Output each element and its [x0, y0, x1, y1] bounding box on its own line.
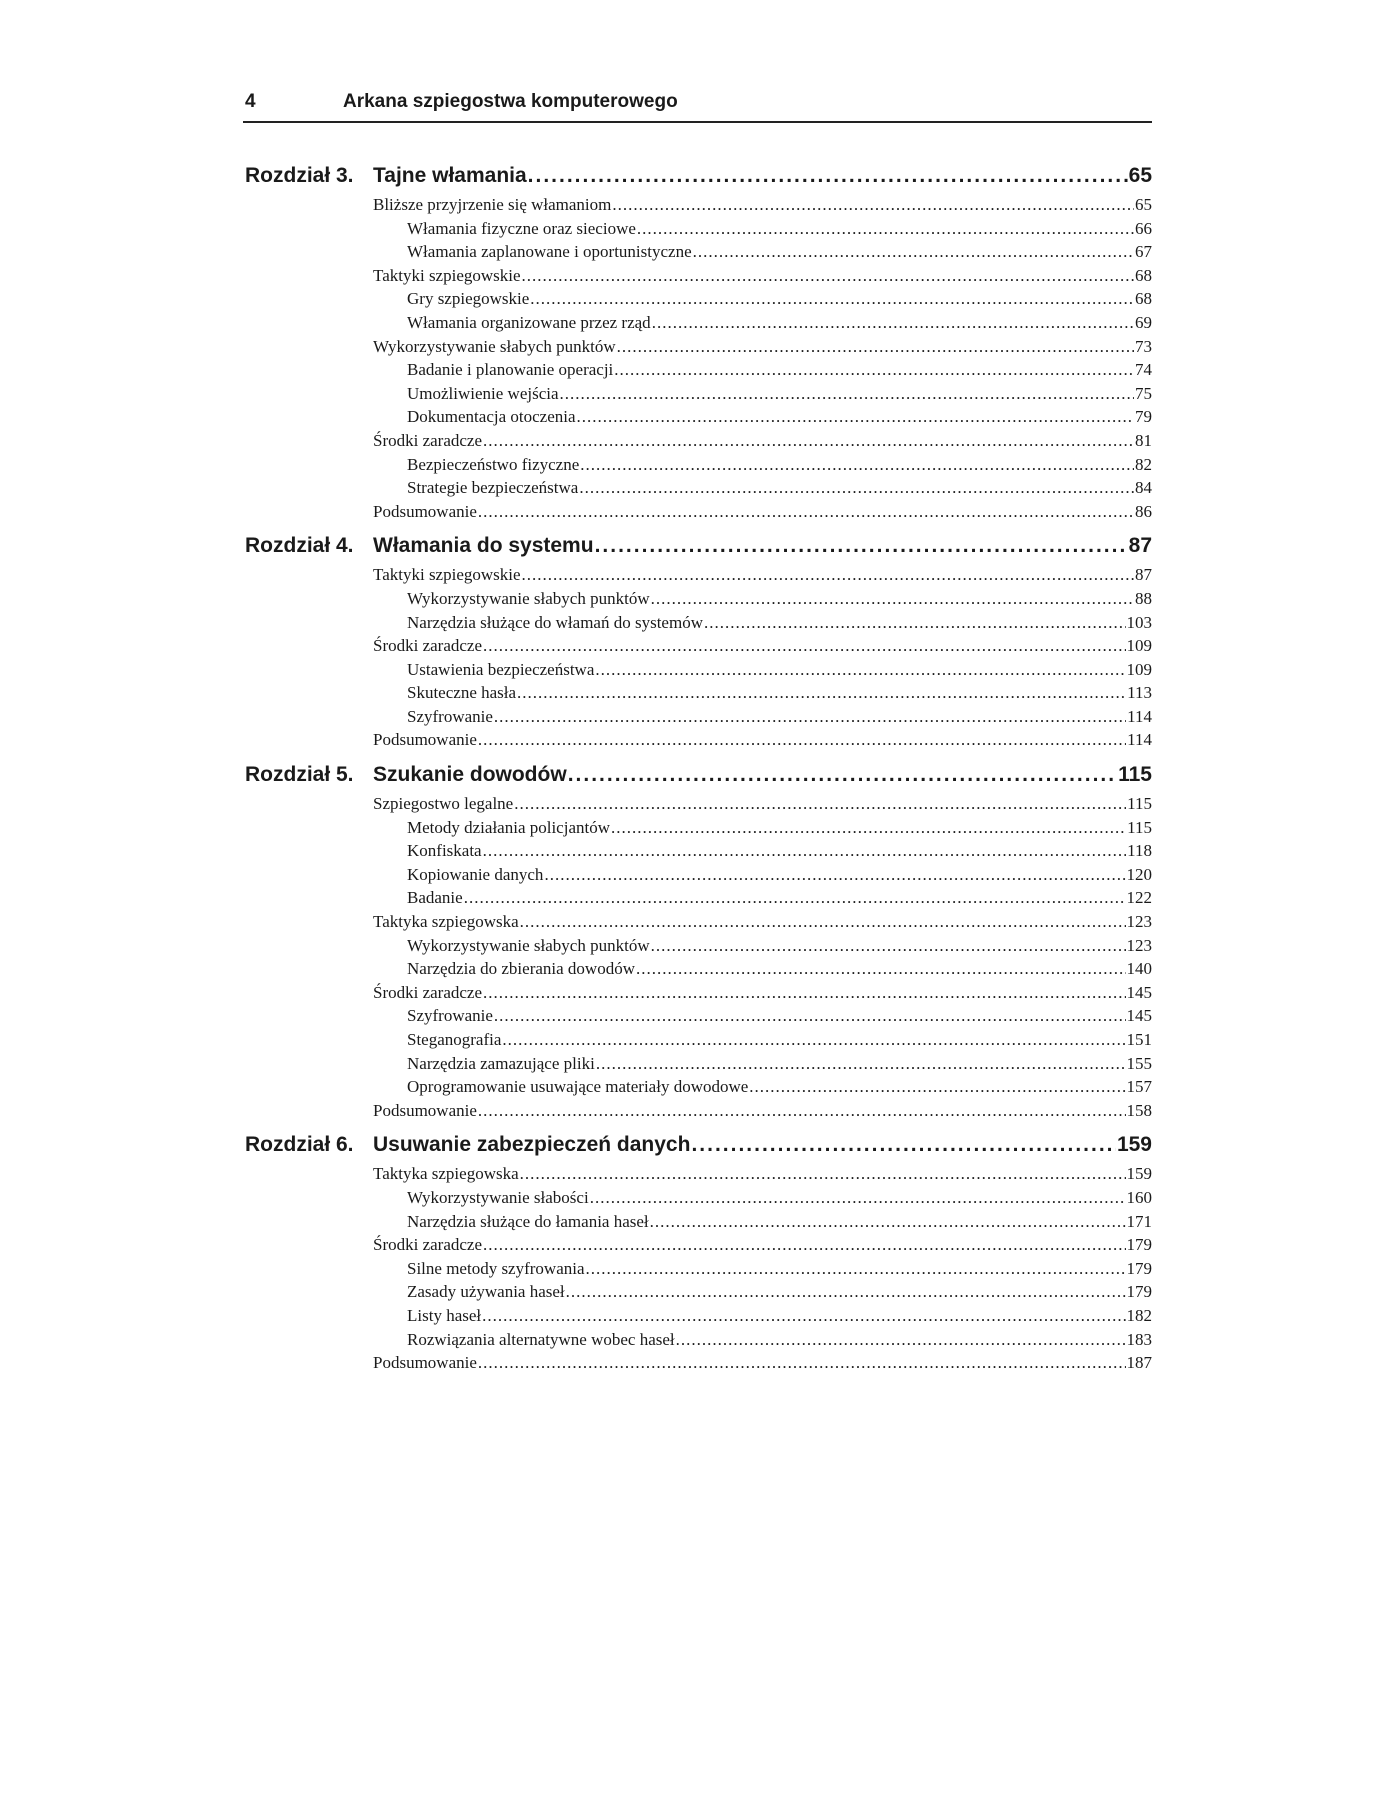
- entry-title: Wykorzystywanie słabych punktów: [407, 588, 650, 608]
- entry-title: Narzędzia do zbierania dowodów: [407, 959, 635, 979]
- entry-title: Środki zaradcze: [373, 982, 483, 1002]
- dot-leader: [637, 217, 1134, 241]
- toc-section-entry: [373, 728, 1152, 752]
- dot-leader: [514, 792, 1126, 816]
- toc-subsection-entry: [407, 681, 1152, 705]
- toc-section-entry: [373, 264, 1152, 288]
- entry-title: Rozwiązania alternatywne wobec haseł: [407, 1329, 675, 1349]
- entry-page-number: 74: [1135, 360, 1152, 380]
- toc-subsection-entry: [407, 405, 1152, 429]
- dot-leader: [568, 763, 1117, 787]
- entry-title: Środki zaradcze: [373, 1235, 483, 1255]
- entry-page-number: 115: [1127, 817, 1152, 837]
- entry-title: Badanie i planowanie operacji: [407, 360, 614, 380]
- toc-subsection-entry: [407, 1257, 1152, 1281]
- dot-leader: [560, 382, 1134, 406]
- chapter-section: [243, 1129, 1152, 1374]
- dot-leader: [520, 910, 1126, 934]
- toc-section-entry: [373, 1162, 1152, 1186]
- page-number: 4: [245, 91, 256, 112]
- dot-leader: [749, 1075, 1125, 1099]
- toc-subsection-entry: [407, 1052, 1152, 1076]
- entry-title: Silne metody szyfrowania: [407, 1258, 585, 1278]
- dot-leader: [494, 1004, 1126, 1028]
- entry-title: Dokumentacja otoczenia: [407, 407, 576, 427]
- toc-subsection-entry: [407, 658, 1152, 682]
- entry-title: Szpiegostwo legalne: [373, 794, 514, 814]
- entry-page-number: 82: [1135, 454, 1152, 474]
- dot-leader: [596, 1052, 1126, 1076]
- dot-leader: [651, 587, 1134, 611]
- entry-page-number: 86: [1135, 501, 1152, 521]
- toc-subsection-entry: [407, 1210, 1152, 1234]
- entry-page-number: 114: [1127, 730, 1152, 750]
- entry-page-number: 157: [1126, 1077, 1152, 1097]
- toc-section-entry: [373, 335, 1152, 359]
- toc-section-entry: [373, 981, 1152, 1005]
- chapter-label: Rozdział 4.: [245, 534, 354, 558]
- toc-subsection-entry: [407, 611, 1152, 635]
- chapter-section: [243, 530, 1152, 752]
- dot-leader: [517, 681, 1126, 705]
- toc-subsection-entry: [407, 217, 1152, 241]
- entry-title: Włamania organizowane przez rząd: [407, 312, 651, 332]
- chapter-title-line: [373, 763, 1152, 787]
- chapter-heading: [243, 1129, 1152, 1162]
- entry-page-number: 87: [1135, 565, 1152, 585]
- dot-leader: [691, 1133, 1116, 1157]
- chapter-title-line: [373, 164, 1152, 188]
- dot-leader: [612, 193, 1134, 217]
- entry-title: Konfiskata: [407, 841, 482, 861]
- dot-leader: [483, 634, 1125, 658]
- entry-page-number: 114: [1127, 706, 1152, 726]
- entry-title: Taktyki szpiegowskie: [373, 265, 521, 285]
- entry-title: Wykorzystywanie słabych punktów: [407, 935, 650, 955]
- toc-subsection-entry: [407, 839, 1152, 863]
- entry-page-number: 159: [1126, 1164, 1152, 1184]
- chapter-title-line: [373, 1133, 1152, 1157]
- entry-title: Gry szpiegowskie: [407, 289, 530, 309]
- toc-subsection-entry: [407, 816, 1152, 840]
- entry-title: Badanie: [407, 888, 463, 908]
- chapter-page-number: 65: [1128, 164, 1152, 187]
- entry-title: Wykorzystywanie słabych punktów: [373, 336, 616, 356]
- dot-leader: [580, 453, 1134, 477]
- dot-leader: [464, 886, 1126, 910]
- entry-page-number: 123: [1126, 935, 1152, 955]
- dot-leader: [522, 563, 1134, 587]
- entry-page-number: 160: [1126, 1187, 1152, 1207]
- entry-page-number: 155: [1126, 1053, 1152, 1073]
- entry-title: Taktyka szpiegowska: [373, 1164, 519, 1184]
- dot-leader: [478, 1351, 1126, 1375]
- entry-title: Szyfrowanie: [407, 706, 493, 726]
- toc-subsection-entry: [407, 587, 1152, 611]
- toc-section-entry: [373, 910, 1152, 934]
- dot-leader: [614, 358, 1134, 382]
- dot-leader: [478, 1099, 1126, 1123]
- toc-subsection-entry: [407, 1004, 1152, 1028]
- toc-subsection-entry: [407, 957, 1152, 981]
- entry-page-number: 109: [1126, 636, 1152, 656]
- entry-page-number: 73: [1135, 336, 1152, 356]
- entry-page-number: 179: [1126, 1258, 1152, 1278]
- entry-page-number: 79: [1135, 407, 1152, 427]
- entry-title: Narzędzia służące do łamania haseł: [407, 1211, 649, 1231]
- entry-title: Bliższe przyjrzenie się włamaniom: [373, 195, 612, 214]
- toc-subsection-entry: [407, 1328, 1152, 1352]
- dot-leader: [617, 335, 1134, 359]
- toc-subsection-entry: [407, 382, 1152, 406]
- toc-subsection-entry: [407, 705, 1152, 729]
- chapter-label: Rozdział 6.: [245, 1133, 354, 1157]
- entry-page-number: 120: [1126, 864, 1152, 884]
- chapter-title: Włamania do systemu: [373, 534, 594, 558]
- dot-leader: [482, 1304, 1125, 1328]
- entry-page-number: 84: [1135, 478, 1152, 498]
- entry-title: Steganografia: [407, 1030, 502, 1049]
- entry-title: Ustawienia bezpieczeństwa: [407, 659, 595, 679]
- entry-title: Strategie bezpieczeństwa: [407, 478, 579, 498]
- entry-title: Metody działania policjantów: [407, 817, 610, 837]
- entry-title: Listy haseł: [407, 1305, 482, 1325]
- dot-leader: [494, 705, 1126, 729]
- page-header: [243, 91, 1152, 123]
- entry-page-number: 81: [1135, 430, 1152, 450]
- entry-page-number: 145: [1126, 982, 1152, 1002]
- entry-page-number: 151: [1126, 1030, 1152, 1049]
- dot-leader: [478, 500, 1134, 524]
- book-title: Arkana szpiegostwa komputerowego: [343, 91, 678, 112]
- toc-section-entry: [373, 634, 1152, 658]
- dot-leader: [650, 1210, 1126, 1234]
- dot-leader: [611, 816, 1126, 840]
- chapter-section: [243, 160, 1152, 523]
- chapter-title: Szukanie dowodów: [373, 763, 567, 787]
- entry-title: Umożliwienie wejścia: [407, 383, 559, 403]
- toc-subsection-entry: [407, 934, 1152, 958]
- entry-title: Kopiowanie danych: [407, 864, 544, 884]
- toc-subsection-entry: [407, 1186, 1152, 1210]
- dot-leader: [579, 476, 1134, 500]
- chapter-title-line: [373, 534, 1152, 558]
- entry-page-number: 187: [1126, 1353, 1152, 1373]
- entry-page-number: 68: [1135, 289, 1152, 309]
- dot-leader: [522, 264, 1134, 288]
- toc-section-entry: [373, 1351, 1152, 1375]
- entry-title: Bezpieczeństwo fizyczne: [407, 454, 580, 474]
- entry-title: Włamania zaplanowane i oportunistyczne: [407, 242, 692, 262]
- entry-page-number: 171: [1126, 1211, 1152, 1231]
- dot-leader: [483, 429, 1134, 453]
- dot-leader: [502, 1028, 1125, 1052]
- chapter-title: Usuwanie zabezpieczeń danych: [373, 1133, 691, 1157]
- dot-leader: [590, 1186, 1126, 1210]
- entry-page-number: 113: [1127, 683, 1152, 703]
- entry-title: Podsumowanie: [373, 1353, 477, 1373]
- chapter-title: Tajne włamania: [373, 164, 527, 187]
- table-of-contents: [243, 160, 1152, 1382]
- entry-page-number: 122: [1126, 888, 1152, 908]
- entry-page-number: 179: [1126, 1235, 1152, 1255]
- dot-leader: [704, 611, 1126, 635]
- toc-subsection-entry: [407, 358, 1152, 382]
- dot-leader: [693, 240, 1134, 264]
- dot-leader: [586, 1257, 1126, 1281]
- dot-leader: [520, 1162, 1126, 1186]
- chapter-page-number: 115: [1118, 763, 1152, 787]
- dot-leader: [478, 728, 1126, 752]
- dot-leader: [483, 839, 1127, 863]
- entry-page-number: 118: [1127, 841, 1152, 861]
- toc-subsection-entry: [407, 311, 1152, 335]
- chapter-heading: [243, 530, 1152, 563]
- toc-section-entry: [373, 563, 1152, 587]
- entry-title: Podsumowanie: [373, 501, 477, 521]
- dot-leader: [577, 405, 1134, 429]
- chapter-label: Rozdział 5.: [245, 763, 354, 787]
- toc-section-entry: [373, 193, 1152, 217]
- dot-leader: [530, 287, 1134, 311]
- entry-title: Narzędzia służące do włamań do systemów: [407, 612, 703, 632]
- entry-page-number: 66: [1135, 218, 1152, 238]
- toc-section-entry: [373, 792, 1152, 816]
- dot-leader: [651, 934, 1126, 958]
- entry-page-number: 145: [1126, 1006, 1152, 1026]
- dot-leader: [544, 863, 1125, 887]
- entry-title: Podsumowanie: [373, 730, 477, 750]
- dot-leader: [528, 164, 1128, 188]
- toc-section-entry: [373, 1233, 1152, 1257]
- entry-page-number: 68: [1135, 265, 1152, 285]
- chapter-label: Rozdział 3.: [245, 164, 354, 187]
- toc-section-entry: [373, 500, 1152, 524]
- entry-page-number: 179: [1126, 1282, 1152, 1302]
- entry-title: Środki zaradcze: [373, 430, 483, 450]
- entry-page-number: 75: [1135, 383, 1152, 403]
- toc-subsection-entry: [407, 476, 1152, 500]
- toc-section-entry: [373, 429, 1152, 453]
- toc-subsection-entry: [407, 453, 1152, 477]
- entry-page-number: 115: [1127, 794, 1152, 814]
- entry-page-number: 88: [1135, 588, 1152, 608]
- chapter-heading: [243, 759, 1152, 792]
- dot-leader: [595, 534, 1128, 558]
- entry-page-number: 67: [1135, 242, 1152, 262]
- entry-page-number: 69: [1135, 312, 1152, 332]
- toc-subsection-entry: [407, 863, 1152, 887]
- entry-title: Wykorzystywanie słabości: [407, 1187, 589, 1207]
- toc-section-entry: [373, 1099, 1152, 1123]
- chapter-heading: [243, 160, 1152, 193]
- dot-leader: [595, 658, 1125, 682]
- dot-leader: [676, 1328, 1126, 1352]
- toc-subsection-entry: [407, 1304, 1152, 1328]
- dot-leader: [652, 311, 1134, 335]
- entry-title: Narzędzia zamazujące pliki: [407, 1053, 595, 1073]
- entry-title: Podsumowanie: [373, 1100, 477, 1120]
- entry-page-number: 103: [1126, 612, 1152, 632]
- chapter-page-number: 159: [1116, 1133, 1152, 1157]
- toc-subsection-entry: [407, 240, 1152, 264]
- toc-subsection-entry: [407, 1075, 1152, 1099]
- entry-title: Szyfrowanie: [407, 1006, 493, 1026]
- entry-title: Włamania fizyczne oraz sieciowe: [407, 218, 636, 238]
- dot-leader: [483, 1233, 1125, 1257]
- entry-title: Oprogramowanie usuwające materiały dowodowe: [407, 1077, 749, 1097]
- entry-page-number: 109: [1126, 659, 1152, 679]
- entry-page-number: 140: [1126, 959, 1152, 979]
- toc-subsection-entry: [407, 1028, 1152, 1052]
- dot-leader: [636, 957, 1126, 981]
- entry-page-number: 65: [1135, 195, 1152, 214]
- entry-title: Taktyki szpiegowskie: [373, 565, 521, 585]
- dot-leader: [566, 1280, 1126, 1304]
- entry-page-number: 158: [1126, 1100, 1152, 1120]
- dot-leader: [483, 981, 1125, 1005]
- entry-page-number: 183: [1126, 1329, 1152, 1349]
- chapter-section: [243, 759, 1152, 1122]
- entry-page-number: 123: [1126, 912, 1152, 932]
- toc-subsection-entry: [407, 287, 1152, 311]
- toc-subsection-entry: [407, 1280, 1152, 1304]
- entry-page-number: 182: [1126, 1305, 1152, 1325]
- entry-title: Taktyka szpiegowska: [373, 912, 519, 932]
- entry-title: Środki zaradcze: [373, 636, 483, 656]
- chapter-page-number: 87: [1128, 534, 1152, 558]
- entry-title: Zasady używania haseł: [407, 1282, 565, 1302]
- toc-subsection-entry: [407, 886, 1152, 910]
- entry-title: Skuteczne hasła: [407, 683, 517, 703]
